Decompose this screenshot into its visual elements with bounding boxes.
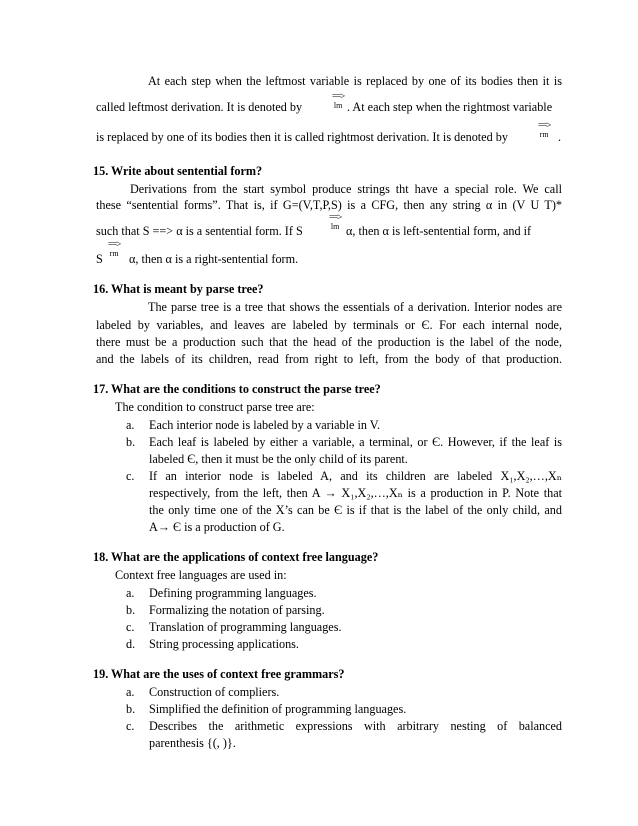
q17-item-c-line-1: If an interior node is labeled A, and its children are labeled X₁,X₂,…,Xₙ <box>149 469 562 483</box>
list-marker: d. <box>126 637 136 651</box>
q15-line-1: Derivations from the start symbol produce strings tht have a special role. We call <box>130 182 562 196</box>
list-marker: a. <box>126 685 135 699</box>
q15-line-2: these “sentential forms”. That is, if G=(V,T,P,S) is a CFG, then any string α in (V U T)* <box>96 198 562 212</box>
q15-heading: 15. Write about sentential form? <box>93 164 263 178</box>
intro-line-3-left: is replaced by one of its bodies then it is called rightmost derivation. It is denoted by <box>96 130 508 144</box>
q16-heading: 16. What is meant by parse tree? <box>93 282 264 296</box>
q18-intro: Context free languages are used in: <box>115 568 287 582</box>
q15-line-4-right: α, then α is a right-sentential form. <box>129 252 299 266</box>
q19-item-b: Simplified the definition of programming languages. <box>149 702 407 716</box>
list-marker: c. <box>126 469 135 483</box>
rm-arrow-symbol: ==> rm <box>108 239 121 258</box>
list-marker: c. <box>126 620 135 634</box>
q15-line-3-left: such that S ==> α is a sentential form. If S <box>96 224 303 238</box>
intro-line-3-end: . <box>558 130 562 144</box>
q19-heading: 19. What are the uses of context free grammars? <box>93 667 345 681</box>
list-marker: b. <box>126 435 136 449</box>
list-marker: a. <box>126 418 135 432</box>
rm-arrow-symbol: ==> rm <box>538 120 551 139</box>
q17-item-a: Each interior node is labeled by a variable in V. <box>149 418 381 432</box>
q17-item-c-line-2: respectively, from the left, then A → X₁,X₂,…,Xₙ is a production in P. Note that <box>149 486 562 500</box>
q16-line-2: labeled by variables, and leaves are labeled by terminals or Є. For each internal node, <box>96 318 562 332</box>
lm-arrow-symbol: ==> lm <box>329 212 342 231</box>
q16-line-3: there must be a production such that the head of the production is the label of the node, <box>96 335 562 349</box>
q17-item-c-line-3: the only time one of the X’s can be Є is if that is the label of the only child, and <box>149 503 562 517</box>
q18-item-b: Formalizing the notation of parsing. <box>149 603 325 617</box>
q19-item-a: Construction of compliers. <box>149 685 280 699</box>
q18-item-a: Defining programming languages. <box>149 586 317 600</box>
q18-item-c: Translation of programming languages. <box>149 620 342 634</box>
list-marker: c. <box>126 719 135 733</box>
q17-item-c-line-4: A→ Є is a production of G. <box>149 520 285 534</box>
q16-line-4: and the labels of its children, read from right to left, from the body of that production. <box>96 352 562 366</box>
q18-heading: 18. What are the applications of context free language? <box>93 550 379 564</box>
q18-item-d: String processing applications. <box>149 637 299 651</box>
intro-line-2-right: . At each step when the rightmost variable <box>347 100 553 114</box>
list-marker: b. <box>126 702 136 716</box>
intro-line-1: At each step when the leftmost variable is replaced by one of its bodies then it is <box>148 74 562 88</box>
lm-arrow-symbol: ==> lm <box>332 91 345 110</box>
q19-item-c-line-1: Describes the arithmetic expressions with arbitrary nesting of balanced <box>149 719 562 733</box>
q17-heading: 17. What are the conditions to construct the parse tree? <box>93 382 381 396</box>
q19-item-c-line-2: parenthesis {(, )}. <box>149 736 236 750</box>
q17-intro: The condition to construct parse tree are: <box>115 400 315 414</box>
intro-line-2-left: called leftmost derivation. It is denoted by <box>96 100 303 114</box>
q16-line-1: The parse tree is a tree that shows the essentials of a derivation. Interior nodes are <box>148 300 562 314</box>
list-marker: a. <box>126 586 135 600</box>
q15-line-4-left: S <box>96 252 103 266</box>
q17-item-b-line-1: Each leaf is labeled by either a variable, a terminal, or Є. However, if the leaf is <box>149 435 562 449</box>
q15-line-3-right: α, then α is left-sentential form, and if <box>346 224 532 238</box>
list-marker: b. <box>126 603 136 617</box>
q17-item-b-line-2: labeled Є, then it must be the only child of its parent. <box>149 452 408 466</box>
